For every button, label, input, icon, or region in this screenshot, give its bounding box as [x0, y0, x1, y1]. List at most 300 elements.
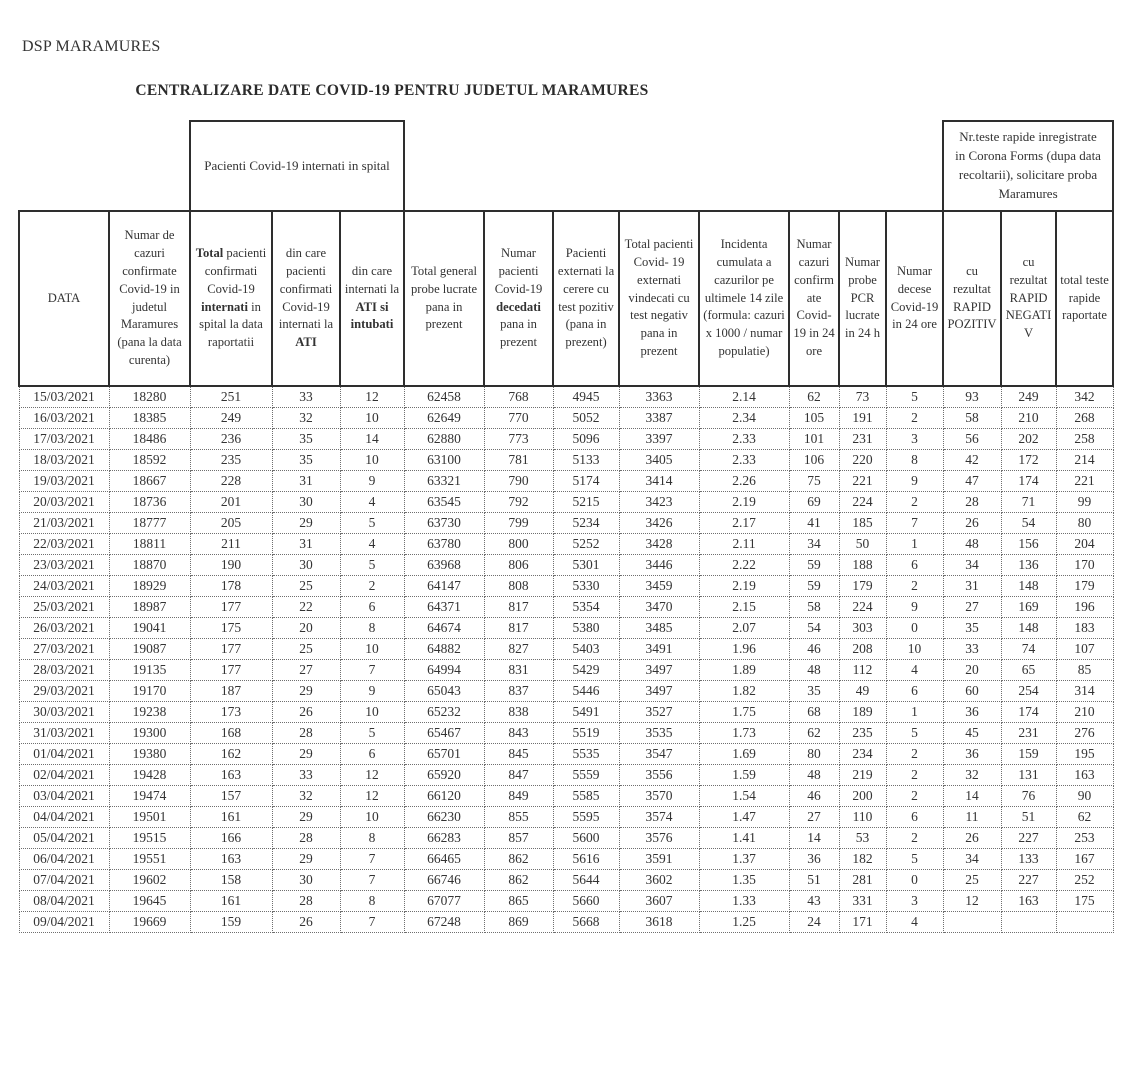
date-cell: 29/03/2021	[19, 680, 109, 701]
value-cell: 227	[1001, 869, 1056, 890]
table-row	[19, 533, 1113, 554]
value-cell: 80	[1056, 512, 1113, 533]
value-cell: 36	[943, 743, 1001, 764]
value-cell: 183	[1056, 617, 1113, 638]
value-cell: 6	[340, 596, 404, 617]
value-cell: 20	[943, 659, 1001, 680]
value-cell: 5052	[553, 407, 619, 428]
value-cell: 258	[1056, 428, 1113, 449]
value-cell: 19474	[109, 785, 190, 806]
value-cell: 231	[1001, 722, 1056, 743]
value-cell: 45	[943, 722, 1001, 743]
value-cell: 174	[1001, 701, 1056, 722]
value-cell	[1056, 911, 1113, 932]
value-cell: 178	[190, 575, 272, 596]
value-cell: 106	[789, 449, 839, 470]
value-cell: 157	[190, 785, 272, 806]
value-cell: 65043	[404, 680, 484, 701]
table-row	[19, 617, 1113, 638]
value-cell: 90	[1056, 785, 1113, 806]
value-cell: 2	[886, 827, 943, 848]
value-cell: 3576	[619, 827, 699, 848]
table-row	[19, 554, 1113, 575]
value-cell: 219	[839, 764, 886, 785]
value-cell: 12	[943, 890, 1001, 911]
value-cell: 30	[272, 554, 340, 575]
header-label-segment: Numar pacienti Covid-19	[494, 245, 543, 296]
value-cell: 5535	[553, 743, 619, 764]
value-cell: 208	[839, 638, 886, 659]
value-cell: 191	[839, 407, 886, 428]
value-cell: 14	[789, 827, 839, 848]
value-cell: 224	[839, 596, 886, 617]
value-cell: 4	[886, 659, 943, 680]
value-cell: 163	[1001, 890, 1056, 911]
table-row	[19, 743, 1113, 764]
value-cell: 3574	[619, 806, 699, 827]
value-cell: 18667	[109, 470, 190, 491]
value-cell: 8	[886, 449, 943, 470]
value-cell: 6	[886, 680, 943, 701]
column-header-total-tests	[404, 211, 484, 386]
value-cell: 148	[1001, 617, 1056, 638]
value-cell: 2	[886, 785, 943, 806]
value-cell: 8	[340, 827, 404, 848]
value-cell: 0	[886, 869, 943, 890]
table-row	[19, 407, 1113, 428]
value-cell: 133	[1001, 848, 1056, 869]
value-cell: 221	[1056, 470, 1113, 491]
value-cell: 5133	[553, 449, 619, 470]
value-cell: 66465	[404, 848, 484, 869]
column-header-deaths-24h	[886, 211, 943, 386]
value-cell: 5559	[553, 764, 619, 785]
column-header-icu	[272, 211, 340, 386]
value-cell: 158	[190, 869, 272, 890]
value-cell: 93	[943, 386, 1001, 407]
value-cell: 331	[839, 890, 886, 911]
date-cell: 17/03/2021	[19, 428, 109, 449]
value-cell: 25	[943, 869, 1001, 890]
value-cell: 19515	[109, 827, 190, 848]
value-cell: 4945	[553, 386, 619, 407]
value-cell: 185	[839, 512, 886, 533]
value-cell: 179	[1056, 575, 1113, 596]
value-cell: 188	[839, 554, 886, 575]
column-header-icu-intubated	[340, 211, 404, 386]
value-cell: 204	[1056, 533, 1113, 554]
value-cell: 5234	[553, 512, 619, 533]
value-cell: 30	[272, 491, 340, 512]
column-header-rapid-positive	[943, 211, 1001, 386]
value-cell: 67077	[404, 890, 484, 911]
value-cell: 159	[1001, 743, 1056, 764]
date-cell: 31/03/2021	[19, 722, 109, 743]
table-row	[19, 890, 1113, 911]
value-cell: 18777	[109, 512, 190, 533]
value-cell: 5301	[553, 554, 619, 575]
value-cell: 3602	[619, 869, 699, 890]
value-cell: 3618	[619, 911, 699, 932]
value-cell: 221	[839, 470, 886, 491]
value-cell: 3387	[619, 407, 699, 428]
value-cell: 170	[1056, 554, 1113, 575]
value-cell: 189	[839, 701, 886, 722]
value-cell: 862	[484, 869, 553, 890]
value-cell: 10	[340, 407, 404, 428]
value-cell: 35	[943, 617, 1001, 638]
value-cell: 62880	[404, 428, 484, 449]
value-cell: 5446	[553, 680, 619, 701]
value-cell: 58	[943, 407, 1001, 428]
value-cell: 210	[1001, 407, 1056, 428]
date-cell: 16/03/2021	[19, 407, 109, 428]
value-cell: 12	[340, 785, 404, 806]
table-row	[19, 911, 1113, 932]
value-cell: 2	[886, 743, 943, 764]
date-cell: 19/03/2021	[19, 470, 109, 491]
value-cell: 65920	[404, 764, 484, 785]
value-cell: 19380	[109, 743, 190, 764]
letterhead: DSP MARAMURES	[22, 38, 161, 55]
value-cell: 2.11	[699, 533, 789, 554]
table-row	[19, 827, 1113, 848]
value-cell: 5585	[553, 785, 619, 806]
value-cell: 4	[340, 533, 404, 554]
value-cell: 252	[1056, 869, 1113, 890]
value-cell: 26	[272, 701, 340, 722]
value-cell: 68	[789, 701, 839, 722]
value-cell: 10	[340, 701, 404, 722]
value-cell: 49	[839, 680, 886, 701]
value-cell: 8	[340, 617, 404, 638]
value-cell: 2.26	[699, 470, 789, 491]
value-cell: 33	[272, 386, 340, 407]
value-cell: 10	[886, 638, 943, 659]
date-cell: 15/03/2021	[19, 386, 109, 407]
value-cell: 110	[839, 806, 886, 827]
date-cell: 18/03/2021	[19, 449, 109, 470]
value-cell: 11	[943, 806, 1001, 827]
value-cell: 817	[484, 596, 553, 617]
column-header-incidence-14d	[699, 211, 789, 386]
group-header-rapid-tests: Nr.teste rapide inregistrate in Corona Forms (dupa data recoltarii), solicitare proba Maramures	[943, 121, 1113, 211]
value-cell: 3405	[619, 449, 699, 470]
value-cell: 48	[943, 533, 1001, 554]
value-cell: 34	[943, 554, 1001, 575]
table-row	[19, 659, 1113, 680]
value-cell: 10	[340, 806, 404, 827]
table-row	[19, 680, 1113, 701]
value-cell: 162	[190, 743, 272, 764]
value-cell: 66746	[404, 869, 484, 890]
header-label-segment: in spital la data raportatii	[199, 299, 263, 350]
value-cell: 1.82	[699, 680, 789, 701]
value-cell: 173	[190, 701, 272, 722]
value-cell: 3535	[619, 722, 699, 743]
value-cell: 28	[272, 890, 340, 911]
value-cell: 314	[1056, 680, 1113, 701]
value-cell: 201	[190, 491, 272, 512]
value-cell: 64674	[404, 617, 484, 638]
header-label-segment: Incidenta cumulata a cazurilor pe ultimele 14 zile (formula: cazuri x 1000 / numar populatie)	[703, 236, 785, 359]
date-cell: 23/03/2021	[19, 554, 109, 575]
value-cell: 849	[484, 785, 553, 806]
header-label-segment: cu rezultat RAPID POZITIV	[947, 263, 997, 332]
value-cell: 220	[839, 449, 886, 470]
value-cell: 792	[484, 491, 553, 512]
value-cell: 46	[789, 638, 839, 659]
value-cell: 171	[839, 911, 886, 932]
value-cell: 28	[272, 722, 340, 743]
value-cell: 2.22	[699, 554, 789, 575]
value-cell: 18987	[109, 596, 190, 617]
value-cell: 3	[886, 428, 943, 449]
value-cell: 73	[839, 386, 886, 407]
value-cell: 177	[190, 596, 272, 617]
value-cell: 5616	[553, 848, 619, 869]
value-cell: 59	[789, 575, 839, 596]
value-cell: 28	[943, 491, 1001, 512]
table-row	[19, 428, 1113, 449]
value-cell: 817	[484, 617, 553, 638]
value-cell: 2	[886, 764, 943, 785]
value-cell: 169	[1001, 596, 1056, 617]
value-cell: 7	[340, 659, 404, 680]
value-cell: 36	[943, 701, 1001, 722]
value-cell: 31	[272, 533, 340, 554]
value-cell: 156	[1001, 533, 1056, 554]
table-row	[19, 575, 1113, 596]
date-cell: 09/04/2021	[19, 911, 109, 932]
value-cell: 26	[943, 512, 1001, 533]
value-cell: 5215	[553, 491, 619, 512]
table-row	[19, 638, 1113, 659]
value-cell: 167	[1056, 848, 1113, 869]
covid-data-table	[18, 120, 1114, 933]
date-cell: 25/03/2021	[19, 596, 109, 617]
value-cell: 30	[272, 869, 340, 890]
value-cell: 64147	[404, 575, 484, 596]
value-cell: 59	[789, 554, 839, 575]
value-cell: 177	[190, 638, 272, 659]
value-cell: 3591	[619, 848, 699, 869]
header-label-segment: ATI	[295, 335, 317, 350]
header-label-segment: din care pacienti confirmati Covid-19 internati la	[278, 245, 334, 332]
value-cell	[943, 911, 1001, 932]
value-cell: 10	[340, 638, 404, 659]
value-cell: 53	[839, 827, 886, 848]
value-cell: 26	[943, 827, 1001, 848]
value-cell: 32	[943, 764, 1001, 785]
value-cell: 770	[484, 407, 553, 428]
value-cell: 843	[484, 722, 553, 743]
value-cell: 18811	[109, 533, 190, 554]
value-cell: 75	[789, 470, 839, 491]
value-cell: 9	[340, 470, 404, 491]
header-label-segment: Pacienti externati la cerere cu test pozitiv (pana in prezent)	[557, 245, 615, 350]
value-cell: 58	[789, 596, 839, 617]
value-cell: 22	[272, 596, 340, 617]
value-cell: 46	[789, 785, 839, 806]
value-cell: 790	[484, 470, 553, 491]
value-cell: 41	[789, 512, 839, 533]
value-cell: 48	[789, 764, 839, 785]
value-cell: 202	[1001, 428, 1056, 449]
value-cell: 14	[340, 428, 404, 449]
value-cell: 1.37	[699, 848, 789, 869]
value-cell: 254	[1001, 680, 1056, 701]
value-cell: 179	[839, 575, 886, 596]
value-cell: 2.19	[699, 491, 789, 512]
value-cell: 781	[484, 449, 553, 470]
value-cell: 211	[190, 533, 272, 554]
value-cell: 18929	[109, 575, 190, 596]
value-cell: 19428	[109, 764, 190, 785]
value-cell: 64882	[404, 638, 484, 659]
header-label-segment: internati	[201, 299, 248, 314]
value-cell: 63780	[404, 533, 484, 554]
value-cell: 161	[190, 806, 272, 827]
value-cell: 808	[484, 575, 553, 596]
value-cell: 855	[484, 806, 553, 827]
date-cell: 26/03/2021	[19, 617, 109, 638]
value-cell: 112	[839, 659, 886, 680]
value-cell: 63100	[404, 449, 484, 470]
value-cell: 65467	[404, 722, 484, 743]
value-cell: 3423	[619, 491, 699, 512]
value-cell: 1.59	[699, 764, 789, 785]
value-cell: 27	[272, 659, 340, 680]
value-cell: 5096	[553, 428, 619, 449]
value-cell: 6	[886, 806, 943, 827]
value-cell: 24	[789, 911, 839, 932]
value-cell: 838	[484, 701, 553, 722]
header-label-segment: pacienti confirmati Covid-19	[204, 245, 267, 296]
value-cell: 19669	[109, 911, 190, 932]
value-cell: 2.17	[699, 512, 789, 533]
value-cell: 342	[1056, 386, 1113, 407]
value-cell: 847	[484, 764, 553, 785]
value-cell: 3497	[619, 680, 699, 701]
value-cell: 31	[943, 575, 1001, 596]
column-header-data	[19, 211, 109, 386]
value-cell: 862	[484, 848, 553, 869]
value-cell: 4	[340, 491, 404, 512]
date-cell: 27/03/2021	[19, 638, 109, 659]
value-cell: 60	[943, 680, 1001, 701]
value-cell: 3556	[619, 764, 699, 785]
column-header-pcr-24h	[839, 211, 886, 386]
value-cell: 148	[1001, 575, 1056, 596]
value-cell: 48	[789, 659, 839, 680]
value-cell: 12	[340, 386, 404, 407]
value-cell: 831	[484, 659, 553, 680]
value-cell: 249	[190, 407, 272, 428]
value-cell: 5660	[553, 890, 619, 911]
value-cell: 837	[484, 680, 553, 701]
table-row	[19, 512, 1113, 533]
table-row	[19, 848, 1113, 869]
header-label-segment: decedati	[496, 299, 541, 314]
value-cell: 3	[886, 890, 943, 911]
value-cell: 19300	[109, 722, 190, 743]
value-cell: 27	[943, 596, 1001, 617]
header-label-segment: din care internati la	[344, 263, 400, 296]
value-cell: 105	[789, 407, 839, 428]
value-cell: 2	[886, 407, 943, 428]
value-cell: 66230	[404, 806, 484, 827]
header-label-segment: Numar cazuri confirmate Covid-19 in 24 ore	[793, 236, 835, 359]
value-cell: 6	[340, 743, 404, 764]
value-cell: 34	[789, 533, 839, 554]
value-cell: 29	[272, 680, 340, 701]
table-row	[19, 785, 1113, 806]
value-cell: 47	[943, 470, 1001, 491]
table-body	[19, 386, 1113, 932]
value-cell: 33	[272, 764, 340, 785]
column-header-row	[19, 211, 1113, 386]
value-cell: 54	[1001, 512, 1056, 533]
value-cell: 66120	[404, 785, 484, 806]
value-cell: 231	[839, 428, 886, 449]
value-cell: 253	[1056, 827, 1113, 848]
group-spacer-middle	[404, 121, 943, 211]
value-cell: 2	[886, 575, 943, 596]
value-cell: 5	[340, 554, 404, 575]
value-cell: 5252	[553, 533, 619, 554]
date-cell: 03/04/2021	[19, 785, 109, 806]
value-cell: 19170	[109, 680, 190, 701]
header-label-segment: ATI si intubati	[350, 299, 394, 332]
value-cell: 71	[1001, 491, 1056, 512]
value-cell: 99	[1056, 491, 1113, 512]
value-cell: 18280	[109, 386, 190, 407]
value-cell: 3607	[619, 890, 699, 911]
value-cell: 5174	[553, 470, 619, 491]
value-cell: 25	[272, 575, 340, 596]
value-cell: 1.75	[699, 701, 789, 722]
value-cell: 268	[1056, 407, 1113, 428]
value-cell: 62	[1056, 806, 1113, 827]
value-cell: 4	[886, 911, 943, 932]
value-cell: 10	[340, 449, 404, 470]
value-cell: 18385	[109, 407, 190, 428]
value-cell: 19501	[109, 806, 190, 827]
value-cell: 131	[1001, 764, 1056, 785]
value-cell: 5	[340, 722, 404, 743]
value-cell: 76	[1001, 785, 1056, 806]
value-cell: 29	[272, 806, 340, 827]
value-cell: 32	[272, 785, 340, 806]
value-cell: 800	[484, 533, 553, 554]
value-cell: 2	[340, 575, 404, 596]
date-cell: 01/04/2021	[19, 743, 109, 764]
header-label-segment: Numar decese Covid-19 in 24 ore	[890, 263, 939, 332]
page-title: CENTRALIZARE DATE COVID-19 PENTRU JUDETUL MARAMURES	[135, 82, 649, 99]
value-cell: 5668	[553, 911, 619, 932]
value-cell: 2.33	[699, 428, 789, 449]
table-row	[19, 869, 1113, 890]
value-cell: 806	[484, 554, 553, 575]
value-cell: 9	[340, 680, 404, 701]
value-cell: 205	[190, 512, 272, 533]
value-cell: 5403	[553, 638, 619, 659]
value-cell: 29	[272, 848, 340, 869]
value-cell: 66283	[404, 827, 484, 848]
date-cell: 05/04/2021	[19, 827, 109, 848]
value-cell: 303	[839, 617, 886, 638]
